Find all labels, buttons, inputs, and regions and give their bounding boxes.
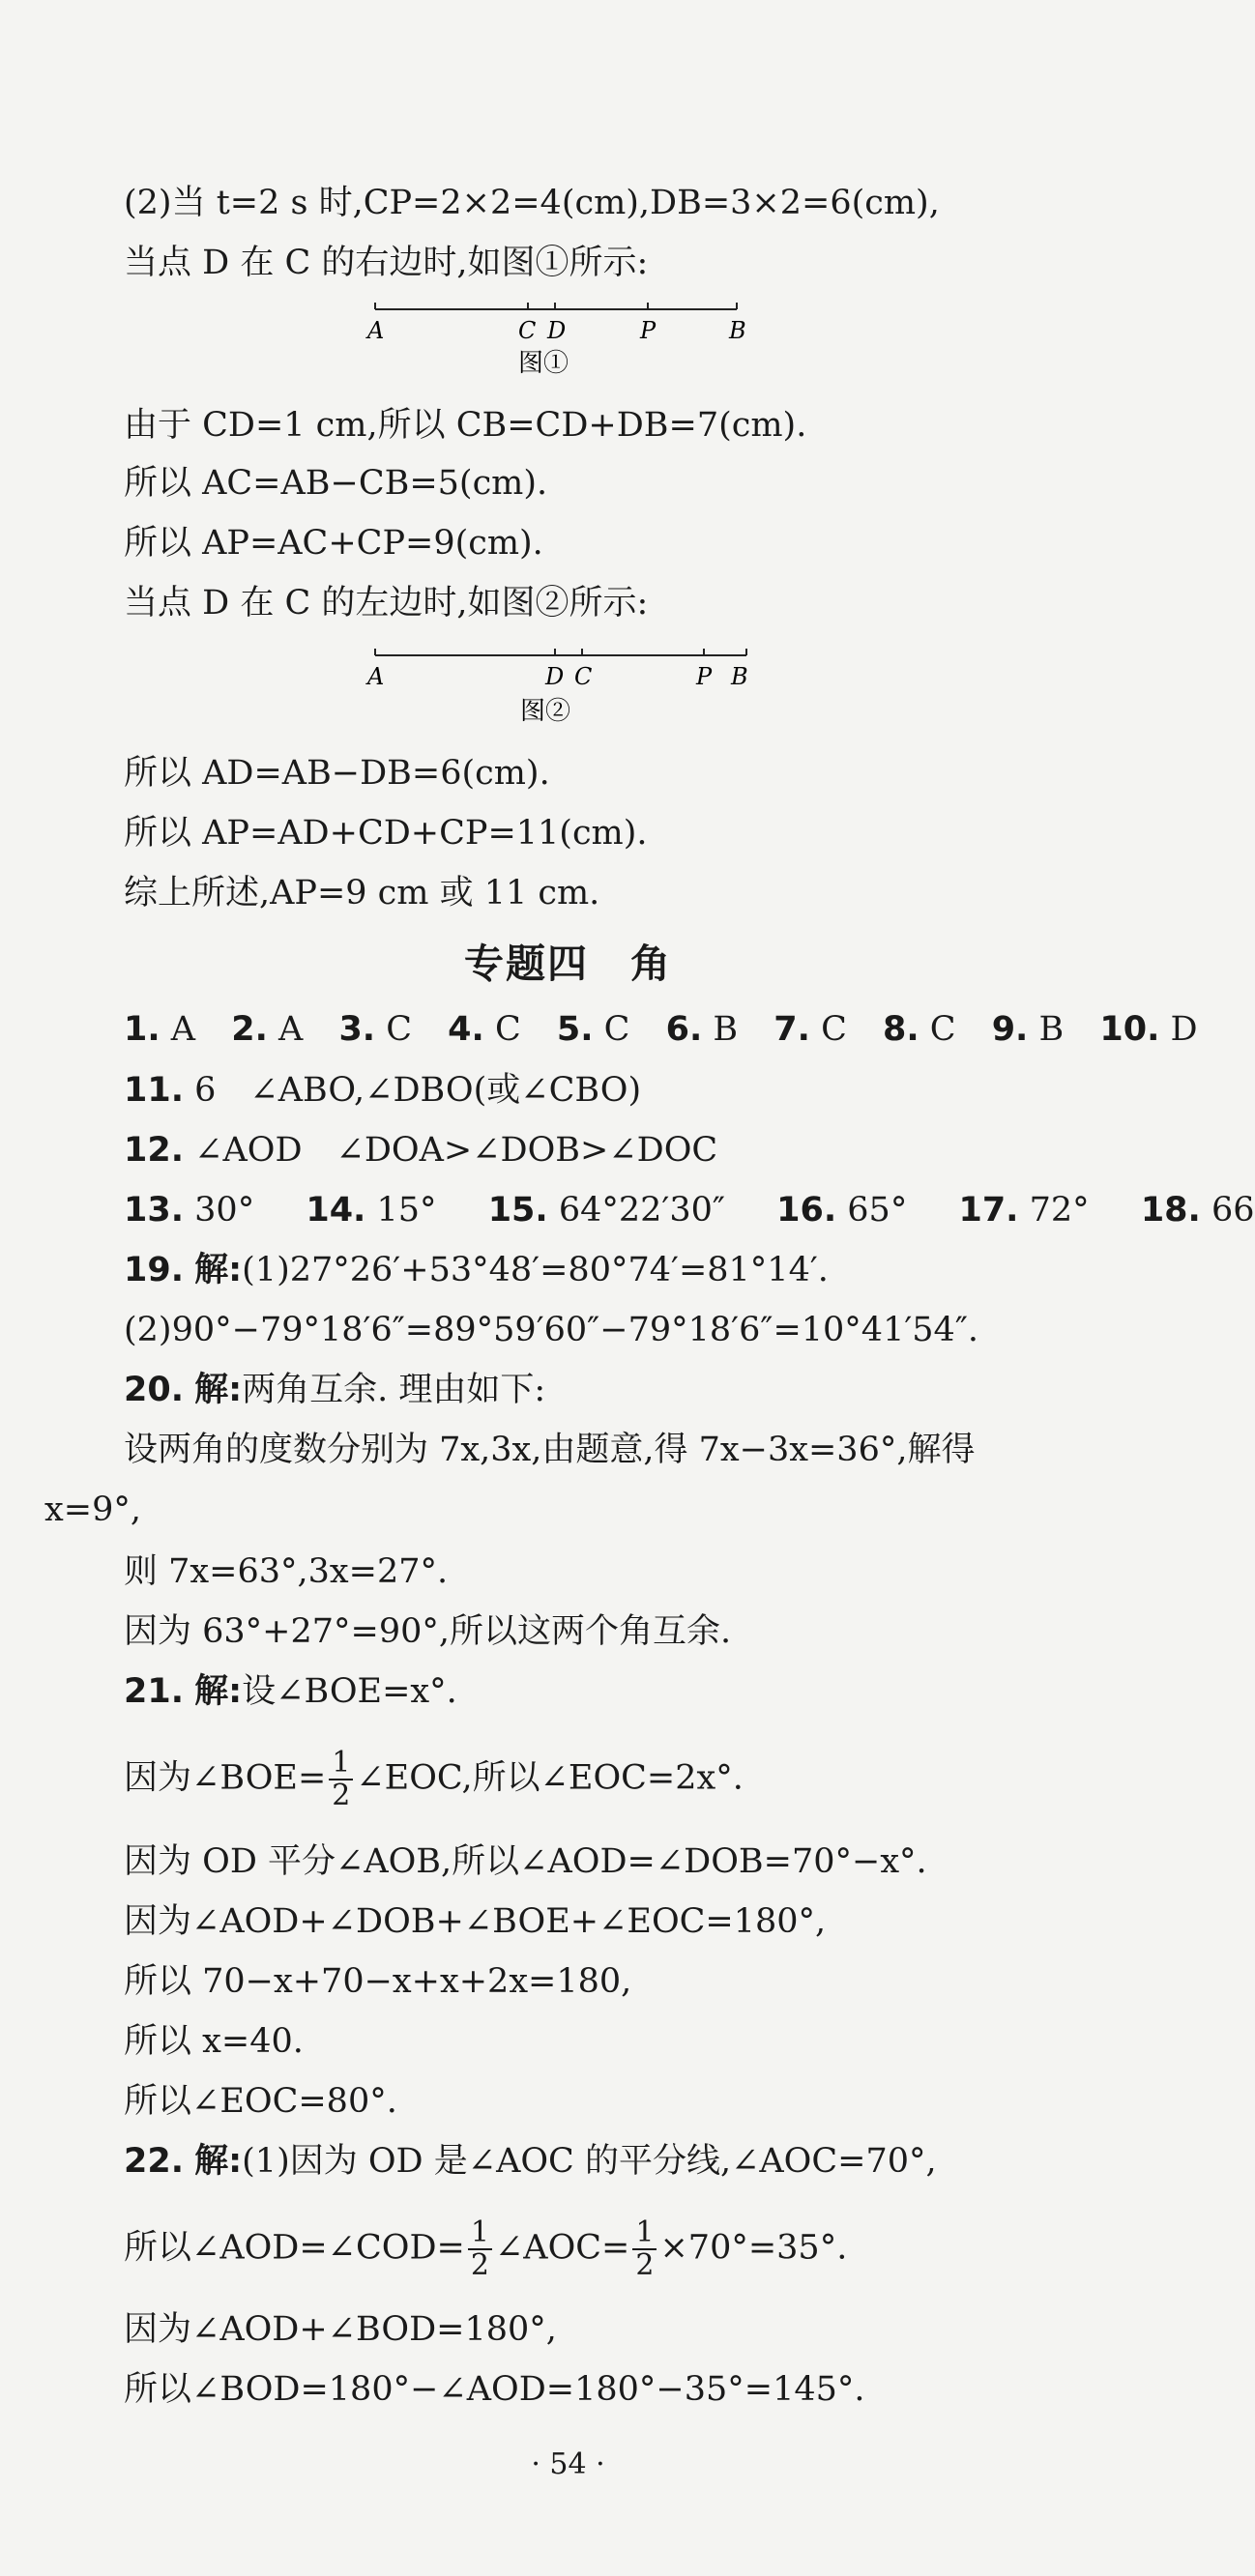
part2-line9: 综上所述,AP=9 cm 或 11 cm. [124,874,600,912]
q20-line2: 设两角的度数分别为 7x,3x,由题意,得 7x−3x=36°,解得 [124,1431,976,1469]
q19-line1: 19. 解:(1)27°26′+53°48′=80°74′=81°14′. [124,1251,829,1289]
q21-line2: 因为∠BOE= $\frac{1}{2}$ ∠EOC,所以∠EOC=2x°. [124,1746,744,1812]
mc-answer: 10. D [1099,1010,1198,1049]
fill-answer: 17. 72° [958,1191,1090,1230]
fraction-one-half: $\frac{1}{2}$ [468,2217,492,2281]
mc-answer: 1. A [124,1010,196,1049]
fig1-label-p: P [640,317,657,344]
mc-answer: 6. B [665,1010,739,1049]
q21-line7: 所以∠EOC=80°. [124,2082,397,2121]
mc-answers-row [124,1008,1198,1051]
mc-answer: 4. C [448,1010,521,1049]
fill-answer: 13. 30° [124,1191,255,1230]
fig2-label-a: A [367,663,385,690]
fig2-label-p: P [696,663,713,690]
fig2-label-c: C [574,663,593,690]
fig1-caption: 图① [518,349,569,378]
q20-line4: 则 7x=63°,3x=27°. [124,1552,449,1591]
part2-line1: (2)当 t=2 s 时,CP=2×2=4(cm),DB=3×2=6(cm), [124,184,940,222]
q19-line2: (2)90°−79°18′6″=89°59′60″−79°18′6″=10°41′54″. [124,1311,979,1349]
q21-line1: 21. 解:设∠BOE=x°. [124,1672,457,1711]
q11-answer: 11. 6 ∠ABO,∠DBO(或∠CBO) [124,1071,642,1110]
part2-line7: 所以 AD=AB−DB=6(cm). [124,754,550,793]
fig1-label-c: C [518,317,537,344]
part2-line6: 当点 D 在 C 的左边时,如图②所示: [124,584,649,622]
q22-line1: 22. 解:(1)因为 OD 是∠AOC 的平分线,∠AOC=70°, [124,2142,937,2181]
part2-line5: 所以 AP=AC+CP=9(cm). [124,524,543,563]
q22-line3: 因为∠AOD+∠BOD=180°, [124,2310,557,2349]
part2-line2: 当点 D 在 C 的右边时,如图①所示: [124,244,649,282]
page-number: · 54 · [531,2447,605,2481]
fig2-label-d: D [545,663,565,690]
mc-answer: 3. C [338,1010,413,1049]
figure-1 [358,298,764,385]
mc-answer: 9. B [991,1010,1065,1049]
part2-line8: 所以 AP=AD+CD+CP=11(cm). [124,814,648,853]
q12-answer: 12. ∠AOD ∠DOA>∠DOB>∠DOC [124,1131,718,1170]
fig2-caption: 图② [520,697,571,726]
section-title: 专题四 角 [464,941,672,987]
q20-line1: 20. 解:两角互余. 理由如下: [124,1371,546,1409]
fig2-label-b: B [731,663,748,690]
mc-answer: 7. C [773,1010,847,1049]
q22-line4: 所以∠BOD=180°−∠AOD=180°−35°=145°. [124,2370,865,2409]
q20-line5: 因为 63°+27°=90°,所以这两个角互余. [124,1612,732,1651]
part2-line4: 所以 AC=AB−CB=5(cm). [124,464,548,503]
mc-answer: 5. C [556,1010,630,1049]
fraction-one-half: $\frac{1}{2}$ [632,2217,657,2281]
figure-2 [358,644,764,731]
mc-answer: 2. A [231,1010,304,1049]
q21-line5: 所以 70−x+70−x+x+2x=180, [124,1962,632,2001]
q22-line2: 所以∠AOD=∠COD= $\frac{1}{2}$ ∠AOC= $\frac{1}{2}$ ×70°=35°. [124,2215,848,2282]
q20-line3: x=9°, [44,1491,141,1529]
fill-answer: 16. 65° [776,1191,908,1230]
q21-line3: 因为 OD 平分∠AOB,所以∠AOD=∠DOB=70°−x°. [124,1842,927,1881]
fig1-label-a: A [367,317,385,344]
mc-answer: 8. C [882,1010,956,1049]
q21-line4: 因为∠AOD+∠DOB+∠BOE+∠EOC=180°, [124,1902,827,1941]
fig1-label-b: B [729,317,746,344]
fraction-one-half: $\frac{1}{2}$ [329,1748,353,1811]
q21-line6: 所以 x=40. [124,2022,304,2061]
part2-line3: 由于 CD=1 cm,所以 CB=CD+DB=7(cm). [124,406,807,445]
fill-answer: 15. 64°22′30″ [487,1191,725,1230]
fill-answer: 18. 66 [1140,1191,1255,1230]
fill-answer: 14. 15° [306,1191,437,1230]
q13-18-answers [124,1189,1255,1231]
fig1-label-d: D [547,317,567,344]
